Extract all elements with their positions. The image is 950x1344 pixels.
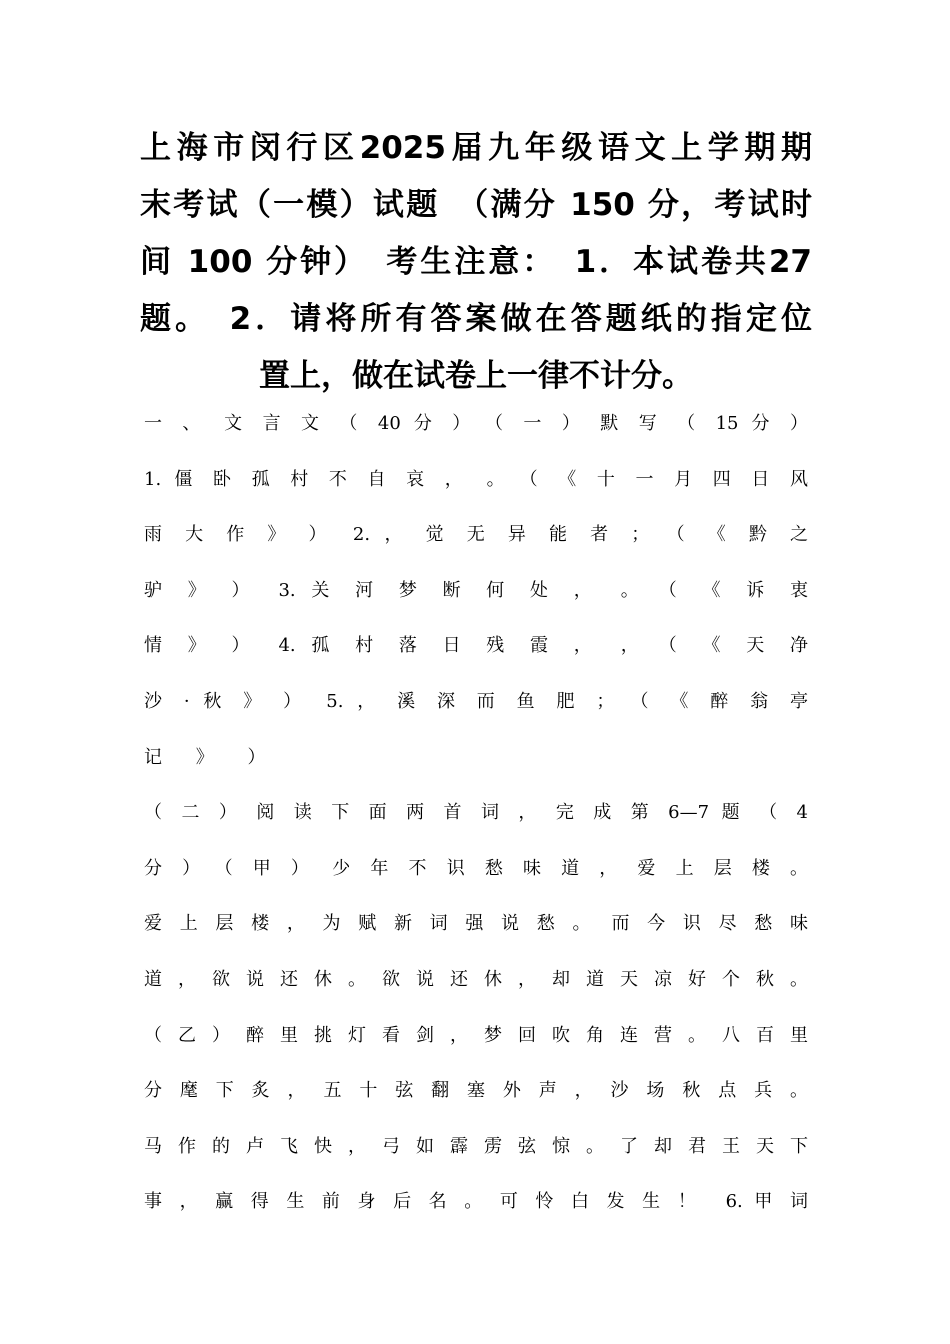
body-line: 分 ） （ 甲 ） 少 年 不 识 愁 味 道 ， 爱 上 层 楼 。 [144,857,808,879]
body-line: 事 ， 赢 得 生 前 身 后 名 。 可 怜 白 发 生 ！ 6. 甲 词 [144,1191,808,1213]
body-line: （ 乙 ） 醉 里 挑 灯 看 剑 ， 梦 回 吹 角 连 营 。 八 百 里 [144,1024,808,1046]
title-line: 间 100 分钟） 考生注意： 1．本试卷共27 [140,244,812,280]
body-line: 1. 僵 卧 孤 村 不 自 哀 ， 。 （ 《 十 一 月 四 日 风 [144,468,808,490]
title-line: 置上，做在试卷上一律不计分。 [259,358,693,394]
document-title [140,120,812,405]
body-line: 雨 大 作 》 ） 2. ， 觉 无 异 能 者 ； （ 《 黔 之 [144,524,808,546]
title-line: 末考试（一模）试题 （满分 150 分，考试时 [140,187,812,223]
body-line: 情 》 ） 4. 孤 村 落 日 残 霞 ， ， （ 《 天 净 [144,635,808,657]
exam-body [144,396,808,1230]
body-line: 道 ， 欲 说 还 休 。 欲 说 还 休 ， 却 道 天 凉 好 个 秋 。 [144,968,808,990]
body-line: 沙 · 秋 》 ） 5. ， 溪 深 而 鱼 肥 ； （ 《 醉 翁 亭 [144,690,808,712]
body-line: （ 二 ） 阅 读 下 面 两 首 词 ， 完 成 第 6—7 题 （ 4 [144,802,808,824]
body-line: 记 》 ） [144,746,280,768]
body-line: 马 作 的 卢 飞 快 ， 弓 如 霹 雳 弦 惊 。 了 却 君 王 天 下 [144,1135,808,1157]
body-line: 爱 上 层 楼 ， 为 赋 新 词 强 说 愁 。 而 今 识 尽 愁 味 [144,913,808,935]
body-line: 驴 》 ） 3. 关 河 梦 断 何 处 ， 。 （ 《 诉 衷 [144,579,808,601]
body-line: 分 麾 下 炙 ， 五 十 弦 翻 塞 外 声 ， 沙 场 秋 点 兵 。 [144,1080,808,1102]
title-line: 上海市闵行区2025届九年级语文上学期期 [140,130,812,166]
title-line: 题。 2．请将所有答案做在答题纸的指定位 [140,301,812,337]
body-line: 一 、 文 言 文 （ 40 分 ） （ 一 ） 默 写 （ 15 分 ） [144,413,808,434]
